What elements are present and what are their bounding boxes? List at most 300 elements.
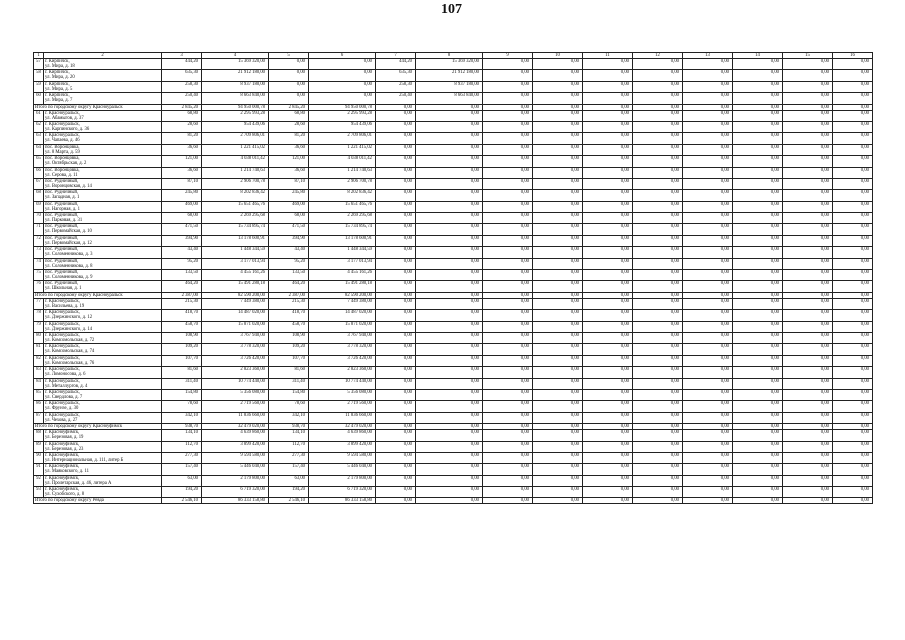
table-row	[34, 452, 873, 463]
value-cell: 0,00	[483, 401, 533, 412]
value-cell: 0,00	[733, 441, 783, 452]
value-cell: 0,00	[376, 167, 416, 178]
value-cell: 0,00	[483, 424, 533, 430]
table-row	[34, 310, 873, 321]
address-line: г. Кирпичск,	[45, 70, 70, 76]
value-cell: 2 546,10	[269, 498, 309, 504]
value-cell: 0,00	[733, 401, 783, 412]
value-cell: 154,80	[162, 389, 202, 400]
value-cell: 0,00	[783, 321, 833, 332]
value-cell: 0,00	[833, 213, 873, 224]
value-cell: 394,90	[269, 235, 309, 246]
value-cell: 0,00	[733, 424, 783, 430]
value-cell: 0,00	[733, 133, 783, 144]
value-cell: 0,00	[683, 81, 733, 92]
value-cell: 0,00	[783, 167, 833, 178]
value-cell: 0,00	[683, 224, 733, 235]
value-cell: 15 734 895,74	[309, 224, 376, 235]
value-cell: 0,00	[583, 430, 633, 441]
value-cell: 9 594 580,00	[309, 452, 376, 463]
value-cell: 0,00	[733, 70, 783, 81]
value-cell: 0,00	[309, 59, 376, 70]
value-cell: 2 709 806,01	[202, 133, 269, 144]
value-cell: 1 448 344,59	[202, 247, 269, 258]
value-cell: 0,00	[583, 487, 633, 498]
value-cell: 0,00	[633, 292, 683, 298]
value-cell: 0,00	[633, 452, 683, 463]
value-cell: 13 178 600,91	[309, 235, 376, 246]
address-cell	[44, 487, 162, 498]
column-number: 2	[44, 53, 162, 59]
value-cell: 15 871 020,00	[202, 321, 269, 332]
row-number: 81	[34, 344, 44, 355]
value-cell: 0,00	[633, 298, 683, 309]
address-line: г. Красноуральск,	[45, 110, 80, 116]
value-cell: 81,20	[269, 133, 309, 144]
value-cell: 0,00	[833, 378, 873, 389]
value-cell: 0,00	[483, 258, 533, 269]
table-row	[34, 190, 873, 201]
value-cell: 0,00	[783, 190, 833, 201]
value-cell: 154,80	[269, 389, 309, 400]
address-line: г. Красноуфимск,	[45, 487, 80, 493]
value-cell: 0,00	[583, 156, 633, 167]
value-cell: 258,30	[162, 81, 202, 92]
value-cell: 0,00	[833, 59, 873, 70]
value-cell: 0,00	[483, 355, 533, 366]
value-cell: 107,70	[269, 355, 309, 366]
value-cell: 0,00	[733, 464, 783, 475]
value-cell: 464,20	[162, 281, 202, 292]
value-cell: 0,00	[833, 332, 873, 343]
value-cell: 0,00	[533, 281, 583, 292]
value-cell: 10 774 440,00	[309, 378, 376, 389]
table-row	[34, 235, 873, 246]
value-cell: 0,00	[733, 104, 783, 110]
row-number: 88	[34, 430, 44, 441]
address-cell	[44, 310, 162, 321]
value-cell: 4 455 161,26	[309, 270, 376, 281]
value-cell: 0,00	[833, 412, 873, 423]
value-cell: 0,00	[416, 224, 483, 235]
value-cell: 68,00	[269, 213, 309, 224]
value-cell: 0,00	[416, 401, 483, 412]
value-cell: 245,80	[162, 190, 202, 201]
value-cell: 194,20	[269, 487, 309, 498]
value-cell: 0,00	[583, 310, 633, 321]
value-cell: 0,00	[783, 247, 833, 258]
value-cell: 0,00	[416, 487, 483, 498]
value-cell: 0,00	[533, 81, 583, 92]
value-cell: 3 899 420,00	[309, 441, 376, 452]
value-cell: 121,00	[162, 156, 202, 167]
value-cell: 0,00	[633, 201, 683, 212]
value-cell: 458,70	[269, 321, 309, 332]
address-line: ул. Металлургов, д. 4	[45, 383, 88, 389]
address-line: ул. Интернациональная, д. 111, литер Б	[45, 457, 124, 463]
value-cell: 0,00	[376, 235, 416, 246]
value-cell: 342,10	[269, 412, 309, 423]
value-cell: 0,00	[633, 487, 683, 498]
value-cell: 0,00	[583, 424, 633, 430]
value-cell: 0,00	[416, 464, 483, 475]
register-table	[33, 52, 873, 504]
value-cell: 0,00	[416, 190, 483, 201]
value-cell: 0,00	[416, 441, 483, 452]
address-line: пос. Рудничный,	[45, 247, 79, 253]
value-cell: 0,00	[533, 310, 583, 321]
address-line: ул. 8 Марта, д. 59	[45, 149, 80, 155]
value-cell: 0,00	[376, 498, 416, 504]
column-number: 16	[833, 53, 873, 59]
value-cell: 0,00	[416, 310, 483, 321]
value-cell: 0,00	[483, 430, 533, 441]
value-cell: 1 448 344,59	[309, 247, 376, 258]
address-line: г. Красноуральск,	[45, 355, 80, 361]
value-cell: 2 387,00	[162, 292, 202, 298]
value-cell: 0,00	[533, 292, 583, 298]
value-cell: 0,00	[483, 235, 533, 246]
value-cell: 0,00	[833, 104, 873, 110]
value-cell: 0,00	[733, 144, 783, 155]
address-cell	[44, 441, 162, 452]
value-cell: 0,00	[533, 430, 583, 441]
value-cell: 0,00	[483, 178, 533, 189]
value-cell: 0,00	[833, 70, 873, 81]
table-row	[34, 475, 873, 486]
column-number: 10	[533, 53, 583, 59]
address-cell	[44, 133, 162, 144]
value-cell: 36,60	[162, 144, 202, 155]
value-cell: 94 950 000,78	[202, 104, 269, 110]
value-cell: 0,00	[583, 321, 633, 332]
value-cell: 0,00	[483, 332, 533, 343]
value-cell: 0,00	[733, 292, 783, 298]
page-number: 107	[441, 2, 462, 17]
value-cell: 0,00	[416, 389, 483, 400]
value-cell: 0,00	[583, 104, 633, 110]
value-cell: 0,00	[633, 332, 683, 343]
value-cell: 0,00	[376, 201, 416, 212]
value-cell: 0,00	[533, 59, 583, 70]
value-cell: 2 387,00	[269, 292, 309, 298]
value-cell: 0,00	[533, 258, 583, 269]
value-cell: 0,00	[683, 401, 733, 412]
value-cell: 157,40	[269, 464, 309, 475]
value-cell: 0,00	[783, 344, 833, 355]
value-cell: 0,00	[633, 190, 683, 201]
address-line: г. Красноуральск,	[45, 121, 80, 127]
address-cell	[44, 270, 162, 281]
value-cell: 0,00	[783, 144, 833, 155]
value-cell: 444,20	[376, 59, 416, 70]
value-cell: 0,00	[533, 367, 583, 378]
value-cell: 0,00	[416, 430, 483, 441]
table-row	[34, 412, 873, 423]
address-line: ул. Пролетарская, д. 46, литера А	[45, 480, 112, 486]
row-number: 72	[34, 235, 44, 246]
value-cell: 0,00	[633, 441, 683, 452]
value-cell: 0,00	[583, 201, 633, 212]
column-number: 15	[783, 53, 833, 59]
value-cell: 0,00	[633, 310, 683, 321]
value-cell: 0,00	[533, 487, 583, 498]
value-cell: 0,00	[633, 133, 683, 144]
value-cell: 0,00	[783, 258, 833, 269]
value-cell: 0,00	[783, 475, 833, 486]
value-cell: 32 479 020,00	[309, 424, 376, 430]
value-cell: 0,00	[269, 70, 309, 81]
value-cell: 0,00	[633, 224, 683, 235]
row-number: 83	[34, 367, 44, 378]
value-cell: 0,00	[416, 178, 483, 189]
value-cell: 0,00	[376, 441, 416, 452]
value-cell: 63,00	[269, 475, 309, 486]
value-cell: 0,00	[583, 81, 633, 92]
address-line: пос. Рудничный,	[45, 270, 79, 276]
value-cell: 2 719 560,00	[309, 401, 376, 412]
table-row	[34, 298, 873, 309]
value-cell: 134,10	[162, 430, 202, 441]
value-cell: 0,00	[683, 270, 733, 281]
value-cell: 14 487 020,00	[202, 310, 269, 321]
value-cell: 134,10	[269, 430, 309, 441]
value-cell: 0,00	[583, 281, 633, 292]
value-cell: 0,00	[733, 235, 783, 246]
value-cell: 0,00	[483, 281, 533, 292]
value-cell: 0,00	[376, 430, 416, 441]
value-cell: 0,00	[583, 441, 633, 452]
value-cell: 0,00	[483, 475, 533, 486]
value-cell: 0,00	[583, 133, 633, 144]
value-cell: 2 179 800,00	[202, 475, 269, 486]
address-line: ул. Воронцовская, д. 14	[45, 183, 92, 189]
value-cell: 0,00	[533, 321, 583, 332]
address-line: ул. Березовая, д. 19	[45, 435, 84, 441]
value-cell: 0,00	[683, 247, 733, 258]
value-cell: 0,00	[416, 201, 483, 212]
value-cell: 458,70	[162, 321, 202, 332]
value-cell: 0,00	[416, 235, 483, 246]
value-cell: 2 269 295,68	[202, 213, 269, 224]
value-cell: 3 177 013,94	[309, 258, 376, 269]
value-cell: 0,00	[733, 367, 783, 378]
value-cell: 0,00	[583, 213, 633, 224]
value-cell: 0,00	[416, 498, 483, 504]
value-cell: 2 906 700,78	[309, 178, 376, 189]
value-cell: 0,00	[533, 224, 583, 235]
value-cell: 15 369 320,00	[416, 59, 483, 70]
row-number: 74	[34, 258, 44, 269]
value-cell: 43,40	[269, 247, 309, 258]
value-cell: 15 369 320,00	[202, 59, 269, 70]
value-cell: 0,00	[833, 389, 873, 400]
value-cell: 0,00	[533, 298, 583, 309]
row-number: 62	[34, 121, 44, 132]
value-cell: 5 356 080,00	[202, 389, 269, 400]
table-row	[34, 378, 873, 389]
value-cell: 469,00	[162, 201, 202, 212]
value-cell: 2 845,20	[269, 104, 309, 110]
row-number: 75	[34, 270, 44, 281]
value-cell: 6 719 320,00	[202, 487, 269, 498]
value-cell: 215,30	[162, 298, 202, 309]
value-cell: 277,30	[269, 452, 309, 463]
value-cell: 0,00	[376, 332, 416, 343]
value-cell: 0,00	[483, 487, 533, 498]
address-line: пос. Рудничный,	[45, 224, 79, 230]
value-cell: 0,00	[833, 270, 873, 281]
value-cell: 0,00	[583, 235, 633, 246]
value-cell: 0,00	[683, 93, 733, 104]
value-cell: 0,00	[783, 367, 833, 378]
value-cell: 121,00	[269, 156, 309, 167]
value-cell: 0,00	[683, 452, 733, 463]
value-cell: 36,60	[162, 167, 202, 178]
address-line: г. Красноуральск,	[45, 332, 80, 338]
address-line: пос. Воронцовка,	[45, 156, 80, 162]
address-line: ул. Первомайская, д. 10	[45, 229, 92, 235]
value-cell: 0,00	[833, 344, 873, 355]
value-cell: 0,00	[483, 389, 533, 400]
address-line: ул. Чапаева, д. 46	[45, 138, 80, 144]
value-cell: 0,00	[416, 121, 483, 132]
value-cell: 0,00	[633, 281, 683, 292]
value-cell: 0,00	[683, 487, 733, 498]
value-cell: 0,00	[416, 367, 483, 378]
value-cell: 32 479 020,00	[202, 424, 269, 430]
address-line: ул. Березовая, д. 23	[45, 446, 84, 452]
value-cell: 8 937 180,00	[202, 81, 269, 92]
value-cell: 0,00	[783, 355, 833, 366]
value-cell: 0,00	[583, 498, 633, 504]
address-cell	[44, 367, 162, 378]
value-cell: 87,10	[269, 178, 309, 189]
value-cell: 0,00	[533, 70, 583, 81]
row-number: 70	[34, 213, 44, 224]
value-cell: 0,00	[783, 121, 833, 132]
value-cell: 0,00	[683, 424, 733, 430]
value-cell: 0,00	[833, 321, 873, 332]
address-line: г. Красноуфимск,	[45, 452, 80, 458]
value-cell: 0,00	[633, 81, 683, 92]
value-cell: 954 439,06	[202, 121, 269, 132]
value-cell: 0,00	[376, 121, 416, 132]
row-number: 59	[34, 81, 44, 92]
address-line: ул. Дзержинского, д. 12	[45, 315, 93, 321]
table-row	[34, 121, 873, 132]
value-cell: 0,00	[583, 344, 633, 355]
value-cell: 311,40	[162, 378, 202, 389]
address-cell	[44, 201, 162, 212]
address-line: г. Красноуфимск,	[45, 475, 80, 481]
value-cell: 0,00	[533, 167, 583, 178]
row-number: 87	[34, 412, 44, 423]
value-cell: 0,00	[633, 344, 683, 355]
value-cell: 15 491 280,18	[309, 281, 376, 292]
value-cell: 0,00	[683, 498, 733, 504]
address-cell	[44, 190, 162, 201]
value-cell: 0,00	[376, 190, 416, 201]
row-number: 77	[34, 298, 44, 309]
row-number: 93	[34, 487, 44, 498]
value-cell: 11 836 660,00	[309, 412, 376, 423]
value-cell: 0,00	[633, 367, 683, 378]
value-cell: 6 719 320,00	[309, 487, 376, 498]
table-row	[34, 59, 873, 70]
value-cell: 0,00	[733, 121, 783, 132]
value-cell: 0,00	[733, 344, 783, 355]
value-cell: 0,00	[683, 344, 733, 355]
address-line: г. Красноуральск,	[45, 401, 80, 407]
value-cell: 0,00	[633, 475, 683, 486]
value-cell: 133,50	[269, 270, 309, 281]
value-cell: 0,00	[533, 332, 583, 343]
value-cell: 68,80	[162, 110, 202, 121]
value-cell: 28,60	[269, 121, 309, 132]
value-cell: 311,40	[269, 378, 309, 389]
value-cell: 0,00	[783, 298, 833, 309]
value-cell: 2 179 800,00	[309, 475, 376, 486]
table-row	[34, 258, 873, 269]
value-cell: 0,00	[376, 401, 416, 412]
row-number: 63	[34, 133, 44, 144]
address-cell	[44, 213, 162, 224]
value-cell: 0,00	[483, 452, 533, 463]
total-label: Итого по городскому округу Красноуральск	[34, 104, 162, 110]
address-cell	[44, 93, 162, 104]
table-row	[34, 401, 873, 412]
value-cell: 0,00	[416, 424, 483, 430]
address-line: ул. Школьная, д. 1	[45, 286, 82, 292]
address-cell	[44, 81, 162, 92]
address-line: ул. Фрунзе, д. 30	[45, 406, 79, 412]
value-cell: 0,00	[833, 133, 873, 144]
value-cell: 250,40	[376, 93, 416, 104]
table-row	[34, 281, 873, 292]
value-cell: 0,00	[733, 430, 783, 441]
value-cell: 0,00	[583, 475, 633, 486]
value-cell: 0,00	[269, 81, 309, 92]
value-cell: 0,00	[533, 144, 583, 155]
row-number: 82	[34, 355, 44, 366]
table-row	[34, 464, 873, 475]
value-cell: 0,00	[833, 487, 873, 498]
value-cell: 107,70	[162, 355, 202, 366]
address-line: ул. Маяковского, д. 11	[45, 469, 89, 475]
value-cell: 68,80	[269, 110, 309, 121]
value-cell: 0,00	[483, 498, 533, 504]
value-cell: 0,00	[733, 59, 783, 70]
value-cell: 342,10	[162, 412, 202, 423]
row-number: 58	[34, 70, 44, 81]
value-cell: 0,00	[683, 298, 733, 309]
value-cell: 0,00	[683, 475, 733, 486]
value-cell: 0,00	[833, 441, 873, 452]
value-cell: 2 269 295,68	[309, 213, 376, 224]
column-number: 3	[162, 53, 202, 59]
value-cell: 108,90	[162, 332, 202, 343]
value-cell: 0,00	[683, 178, 733, 189]
value-cell: 0,00	[583, 224, 633, 235]
value-cell: 15 734 895,74	[202, 224, 269, 235]
table-row	[34, 213, 873, 224]
value-cell: 0,00	[376, 133, 416, 144]
table-row	[34, 270, 873, 281]
value-cell: 0,00	[833, 401, 873, 412]
value-cell: 0,00	[583, 367, 633, 378]
address-line: г. Красноуральск,	[45, 321, 80, 327]
